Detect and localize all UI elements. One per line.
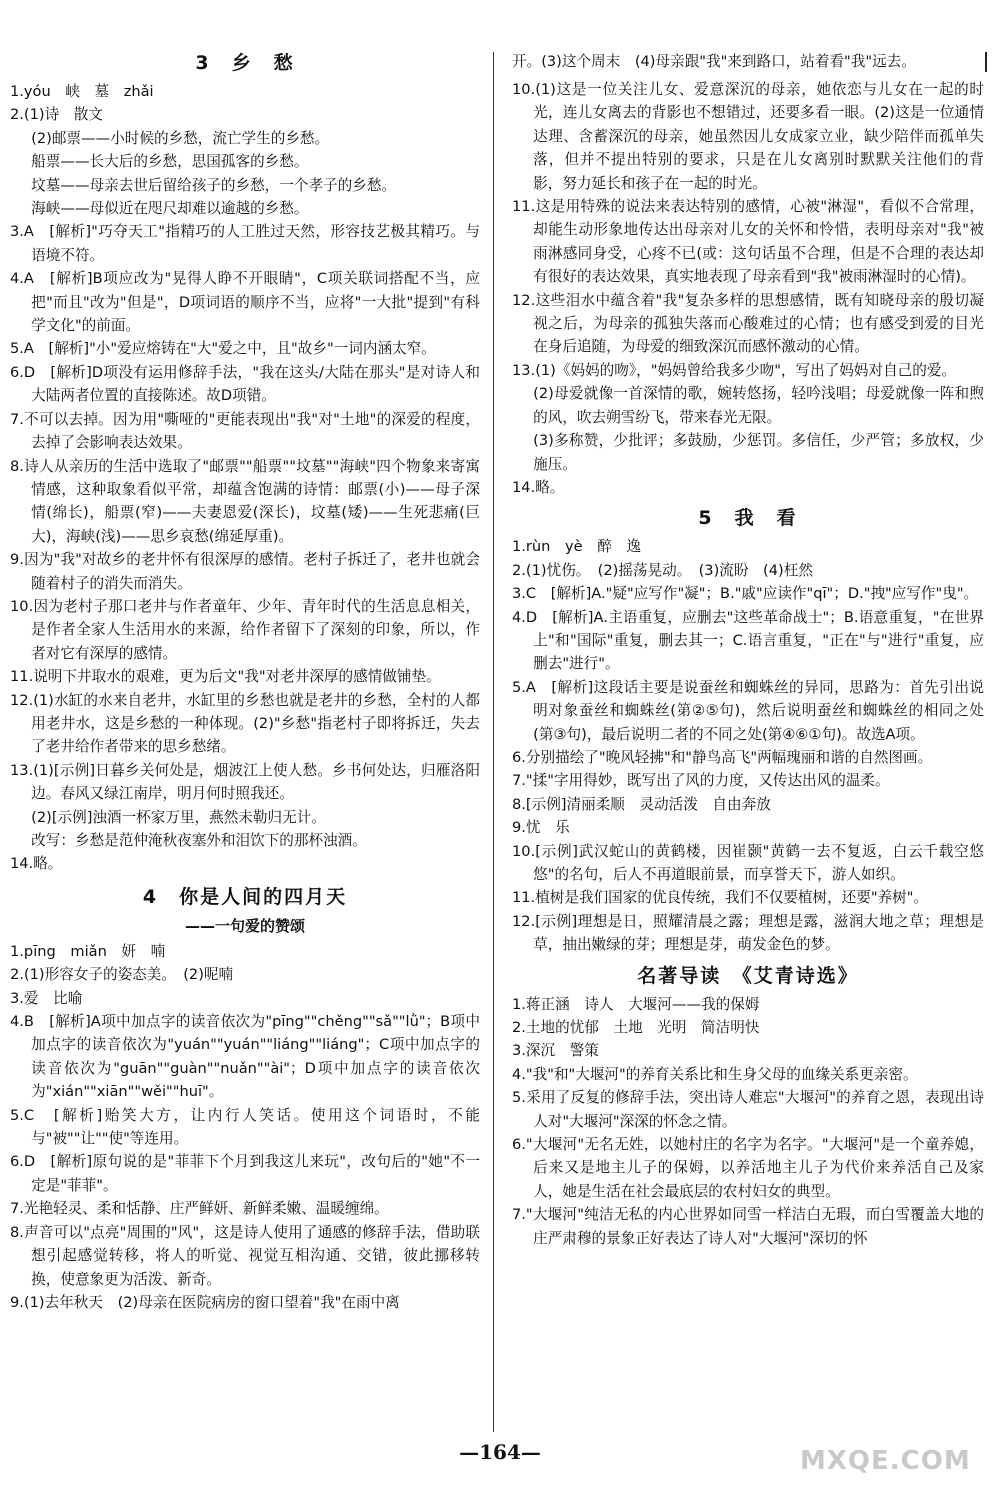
- answer-item: 1.pīng miǎn 妍 喃: [10, 942, 166, 960]
- answer-item: 7."大堰河"纯洁无私的内心世界如同雪一样洁白无瑕，而白雪覆盖大地的庄严肃穆的景象正好表达了诗人对"大堰河"深切的怀: [512, 1206, 984, 1247]
- answer-item: 11.说明下井取水的艰难，更为后文"我"对老井深厚的感情做铺垫。: [10, 668, 441, 686]
- section-title-mingzhu: 名著导读 《艾青诗选》: [637, 964, 859, 987]
- section-4-continued-answers: [512, 78, 984, 499]
- section-subtitle-4: ——一句爱的赞颂: [184, 916, 305, 935]
- continued-line: 开。(3)这个周末 (4)母亲跟"我"来到路口，站着看"我"远去。: [512, 53, 916, 70]
- answer-item: 5.采用了反复的修辞手法，突出诗人难忘"大堰河"的养育之恩，表现出诗人对"大堰河"深深的怀念之情。: [512, 1089, 984, 1130]
- answer-item: 7.不可以去掉。因为用"嘶哑的"更能表现出"我"对"土地"的深爱的程度，去掉了会影响表达效果。: [10, 410, 480, 452]
- section-3-answers: [10, 80, 480, 876]
- section-title-3: 3 乡 愁: [195, 52, 295, 74]
- answer-item: 5.C [解析]贻笑大方，让内行人笑话。使用这个词语时，不能与"被""让""使"等连用。: [10, 1106, 480, 1148]
- answer-item: (2)母爱就像一首深情的歌，婉转悠扬，轻吟浅唱；母爱就像一阵和煦的风，吹去朔雪纷飞，带来春光无限。: [533, 385, 984, 426]
- answer-item: 4.D [解析]A.主语重复，应删去"这些革命战士"；B.语意重复，"在世界上"和"国际"重复，删去其一；C.语言重复，"正在"与"进行"重复，应删去"进行"。: [512, 608, 984, 673]
- answer-item: (2)邮票——小时候的乡愁，流亡学生的乡愁。: [31, 129, 330, 147]
- answer-item: 9.(1)去年秋天 (2)母亲在医院病房的窗口望着"我"在雨中离: [10, 1293, 400, 1311]
- answer-item: 12.(1)水缸的水来自老井，水缸里的乡愁也就是老井的乡愁，全村的人都用老井水，这是乡愁的一种体现。(2)"乡愁"指老村子即将拆迁，失去了老井给作者带来的思乡愁绪。: [10, 691, 480, 756]
- answer-item: 13.(1)[示例]日暮乡关何处是，烟波江上使人愁。乡书何处达，归雁洛阳边。春风又绿江南岸，明月何时照我还。: [10, 761, 480, 803]
- answer-item: 4.A [解析]B项应改为"晃得人睁不开眼睛"，C项关联词搭配不当，应把"而且"改为"但是"，D项词语的顺序不当，应将"一大批"提到"有科学文化"的前面。: [10, 270, 480, 335]
- answer-item: 1.yóu 峡 墓 zhǎi: [10, 83, 154, 100]
- answer-item: 1.rùn yè 醉 逸: [512, 538, 642, 556]
- answer-item: 坟墓——母亲去世后留给孩子的乡愁，一个孝子的乡愁。: [31, 176, 397, 194]
- answer-item: 1.蒋正涵 诗人 大堰河——我的保姆: [512, 995, 760, 1013]
- answer-item: (2)[示例]浊酒一杯家万里，燕然未勒归无计。: [31, 808, 326, 826]
- answer-item: 2.(1)忧伤。 (2)摇荡晃动。 (3)流盼 (4)枉然: [512, 561, 813, 579]
- column-divider: [493, 52, 494, 1432]
- section-title-4: 4 你是人间的四月天: [142, 885, 348, 908]
- answer-item: 2.(1)形容女子的姿态美。 (2)呢喃: [10, 966, 234, 984]
- answer-item: 14.略。: [512, 478, 565, 496]
- answer-item: 14.略。: [10, 855, 63, 873]
- mingzhu-answers: [512, 993, 984, 1250]
- answer-item: 6.D [解析]原句说的是"菲菲下个月到我这儿来玩"，改句后的"她"不一定是"菲菲"。: [10, 1153, 480, 1194]
- page-number: —164—: [459, 1440, 541, 1464]
- answer-item: 改写：乡愁是范仲淹秋夜塞外和泪饮下的那杯浊酒。: [31, 832, 367, 849]
- left-column: [10, 46, 480, 1314]
- answer-item: 2.土地的忧郁 土地 光明 简洁明快: [512, 1019, 760, 1037]
- answer-item: 8.诗人从亲历的生活中选取了"邮票""船票""坟墓""海峡"四个物象来寄寓情感，这种取象看似平常，却蕴含饱满的诗情：邮票(小)——母子深情(绵长)，船票(窄)——夫妻恩爱(深长)，坟墓(矮)——生死悲痛(巨大)，海峡(浅)——思乡哀愁(绵延厚重)。: [10, 457, 480, 545]
- answer-item: 船票——长大后的乡愁，思国孤客的乡愁。: [31, 153, 309, 171]
- answer-item: 6.D [解析]D项没有运用修辞手法，"我在这头/大陆在那头"是对诗人和大陆两者位置的直接陈述。故D项错。: [10, 363, 480, 405]
- answer-item: 2.(1)诗 散文: [10, 106, 103, 124]
- answer-item: 8.声音可以"点亮"周围的"风"，这是诗人使用了通感的修辞手法，借助联想引起感觉转移，将人的听觉、视觉互相沟通、交错，彼此挪移转换，使意象更为活泼、新奇。: [10, 1223, 480, 1288]
- answer-item: 7."揉"字用得妙，既写出了风的力度，又传达出风的温柔。: [512, 772, 890, 790]
- section-4-answers: [10, 940, 480, 1315]
- answer-item: 12.这些泪水中蕴含着"我"复杂多样的思想感情，既有知晓母亲的殷切凝视之后，为母亲的孤独失落而心酸难过的心情；也有感受到爱的目光在身后追随，为母爱的细致深沉而感怀激动的心情。: [512, 291, 984, 356]
- answer-item: 7.光艳轻灵、柔和恬静、庄严鲜妍、新鲜柔嫩、温暖缠绵。: [10, 1200, 389, 1218]
- answer-item: 9.忧 乐: [512, 819, 570, 837]
- answer-item: 13.(1)《妈妈的吻》，"妈妈曾给我多少吻"，写出了妈妈对自己的爱。: [512, 361, 957, 379]
- answer-item: 12.[示例]理想是日，照耀清晨之露；理想是露，滋润大地之草；理想是草，抽出嫩绿的芽；理想是芽，萌发金色的梦。: [512, 912, 984, 954]
- answer-item: (3)多称赞，少批评；多鼓励，少惩罚。多信任，少严管；多放权，少施压。: [533, 432, 984, 473]
- answer-item: 11.植树是我们国家的优良传统，我们不仅要植树，还要"养树"。: [512, 889, 929, 907]
- answer-item: 6.分别描绘了"晚风轻拂"和"静鸟高飞"两幅瑰丽和谐的自然图画。: [512, 748, 933, 766]
- answer-item: 3.A [解析]"巧夺天工"指精巧的人工胜过天然，形容技艺极其精巧。与语境不符。: [10, 223, 480, 264]
- answer-item: 10.因为老村子那口老井与作者童年、少年、青年时代的生活息息相关，是作者全家人生活用水的来源，给作者留下了深刻的印象，所以，作者对它有深厚的感情。: [10, 597, 480, 662]
- answer-item: 5.A [解析]"小"爱应熔铸在"大"爱之中，且"故乡"一词内涵太窄。: [10, 340, 436, 358]
- answer-item: 3.深沉 警策: [512, 1042, 599, 1060]
- right-column: [512, 78, 984, 1250]
- section-5-answers: [512, 535, 984, 956]
- answer-item: 8.[示例]清丽柔顺 灵动活泼 自由奔放: [512, 795, 771, 813]
- answer-item: 10.[示例]武汉蛇山的黄鹤楼，因崔颢"黄鹤一去不复返，白云千载空悠悠"的名句，后人不再道眼前景，而享誉天下，游人如织。: [512, 842, 984, 883]
- answer-item: 10.(1)这是一位关注儿女、爱意深沉的母亲，她依恋与儿女在一起的时光，连儿女离去的背影也不想错过，还要多看一眼。(2)这是一位通情达理、含蓄深沉的母亲，她虽然因儿女成家立业，缺少陪伴而孤单失落，但并不提出特别的要求，只是在儿女离别时默默关注他们的背影，努力延长和孩子在一起的时光。: [512, 81, 984, 192]
- answer-item: 4.B [解析]A项中加点字的读音依次为"pīng""chěng""sǎ""lǜ"；B项中加点字的读音依次为"yuán""yuán""liáng""liáng"；C项中加点字的读音依次为"guān""guàn""nuǎn""ài"；D项中加点字的读音依次为"xián""xiān""wěi""huī"。: [10, 1013, 480, 1101]
- answer-item: 4."我"和"大堰河"的养育关系比和生身父母的血缘关系更亲密。: [512, 1065, 918, 1083]
- answer-item: 3.爱 比喻: [10, 989, 83, 1007]
- answer-item: 11.这是用特殊的说法来表达特别的感情，心被"淋湿"，看似不合常理，却能生动形象地传达出母亲对儿女的关怀和怜惜，表明母亲对"我"被雨淋感同身受，心疼不已(或：这句话虽不合理，但是不合理的表达却有很好的表达效果，真实地表现了母亲看到"我"被雨淋湿时的心情)。: [512, 198, 984, 286]
- answer-item: 海峡——母似近在咫尺却难以逾越的乡愁。: [31, 200, 309, 218]
- margin-mark: [985, 52, 987, 72]
- site-watermark: MXQE.COM: [800, 1446, 971, 1476]
- answer-item: 6."大堰河"无名无姓，以她村庄的名字为名字。"大堰河"是一个童养媳，后来又是地主儿子的保姆，以养活地主儿子为代价来养活自己及家人，她是生活在社会最底层的农村妇女的典型。: [512, 1136, 984, 1200]
- section-title-5: 5 我 看: [698, 507, 798, 530]
- answer-item: 3.C [解析]A."疑"应写作"凝"；B."戚"应读作"qī"；D."拽"应写作"曳"。: [512, 585, 979, 603]
- answer-item: 9.因为"我"对故乡的老井怀有很深厚的感情。老村子拆迁了，老井也就会随着村子的消失而消失。: [10, 551, 480, 592]
- answer-item: 5.A [解析]这段话主要是说蚕丝和蜘蛛丝的异同，思路为：首先引出说明对象蚕丝和蜘蛛丝(第②⑤句)，然后说明蚕丝和蜘蛛丝的相同之处(第③句)，最后说明二者的不同之处(第④⑥①句)。故选A项。: [512, 678, 984, 743]
